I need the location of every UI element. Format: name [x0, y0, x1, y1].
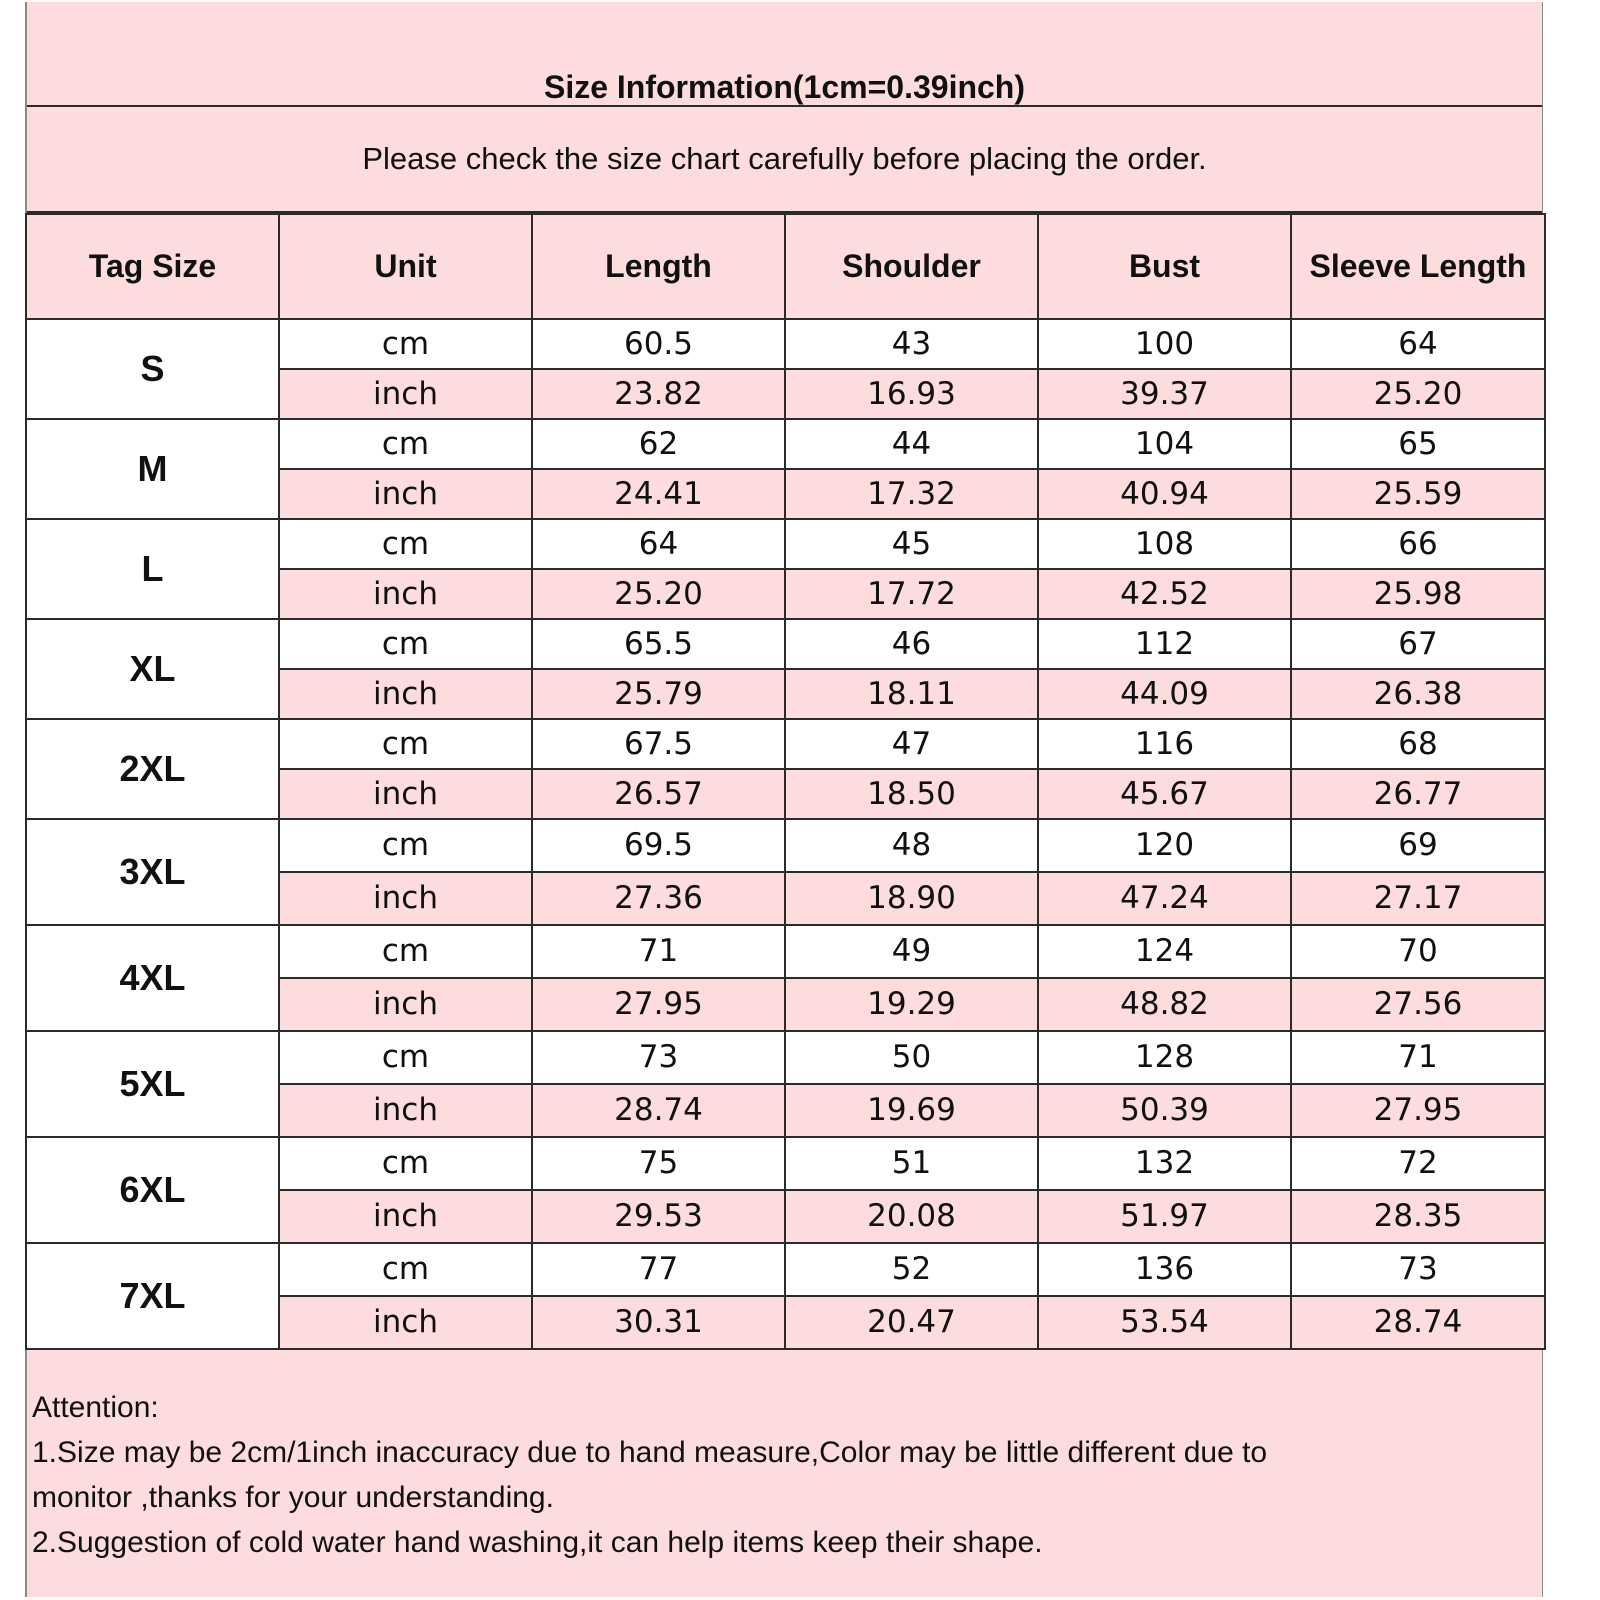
- bust-cell: 50.39: [1038, 1084, 1291, 1137]
- sleeve-length-cell: 73: [1291, 1243, 1545, 1296]
- shoulder-cell: 19.29: [785, 978, 1038, 1031]
- unit-cell: cm: [279, 619, 532, 669]
- length-cell: 30.31: [532, 1296, 785, 1349]
- table-row: [26, 1137, 1545, 1190]
- bust-cell: 132: [1038, 1137, 1291, 1190]
- shoulder-cell: 44: [785, 419, 1038, 469]
- sleeve-length-cell: 70: [1291, 925, 1545, 978]
- tag-size-cell: M: [26, 419, 279, 519]
- attention-heading: Attention:: [32, 1391, 159, 1424]
- table-body: [26, 319, 1545, 1349]
- bust-cell: 100: [1038, 319, 1291, 369]
- attention-note-1a: 1.Size may be 2cm/1inch inaccuracy due to hand measure,Color may be little different due to: [32, 1436, 1268, 1469]
- sleeve-length-cell: 25.20: [1291, 369, 1545, 419]
- attention-note-2: 2.Suggestion of cold water hand washing,it can help items keep their shape.: [32, 1526, 1043, 1559]
- sleeve-length-cell: 68: [1291, 719, 1545, 769]
- length-cell: 25.79: [532, 669, 785, 719]
- length-cell: 29.53: [532, 1190, 785, 1243]
- unit-cell: inch: [279, 769, 532, 819]
- unit-cell: cm: [279, 819, 532, 872]
- unit-cell: cm: [279, 1031, 532, 1084]
- shoulder-cell: 51: [785, 1137, 1038, 1190]
- bust-cell: 108: [1038, 519, 1291, 569]
- unit-cell: cm: [279, 925, 532, 978]
- bust-cell: 40.94: [1038, 469, 1291, 519]
- column-header-sleeve-length: Sleeve Length: [1291, 214, 1545, 319]
- unit-cell: cm: [279, 419, 532, 469]
- sleeve-length-cell: 27.17: [1291, 872, 1545, 925]
- shoulder-cell: 50: [785, 1031, 1038, 1084]
- unit-cell: cm: [279, 1137, 532, 1190]
- shoulder-cell: 47: [785, 719, 1038, 769]
- sleeve-length-cell: 72: [1291, 1137, 1545, 1190]
- shoulder-cell: 45: [785, 519, 1038, 569]
- length-cell: 26.57: [532, 769, 785, 819]
- sleeve-length-cell: 25.59: [1291, 469, 1545, 519]
- size-chart-sheet: [25, 2, 1543, 1597]
- column-header-tag-size: Tag Size: [26, 214, 279, 319]
- bust-cell: 42.52: [1038, 569, 1291, 619]
- bust-cell: 136: [1038, 1243, 1291, 1296]
- column-header-shoulder: Shoulder: [785, 214, 1038, 319]
- table-row: [26, 819, 1545, 872]
- shoulder-cell: 49: [785, 925, 1038, 978]
- unit-cell: inch: [279, 1190, 532, 1243]
- sleeve-length-cell: 26.77: [1291, 769, 1545, 819]
- bust-cell: 44.09: [1038, 669, 1291, 719]
- shoulder-cell: 18.11: [785, 669, 1038, 719]
- length-cell: 28.74: [532, 1084, 785, 1137]
- length-cell: 73: [532, 1031, 785, 1084]
- tag-size-cell: 2XL: [26, 719, 279, 819]
- sleeve-length-cell: 28.74: [1291, 1296, 1545, 1349]
- table-row: [26, 519, 1545, 569]
- length-cell: 77: [532, 1243, 785, 1296]
- tag-size-cell: 4XL: [26, 925, 279, 1031]
- table-row: [26, 1243, 1545, 1296]
- tag-size-cell: 6XL: [26, 1137, 279, 1243]
- unit-cell: cm: [279, 719, 532, 769]
- attention-notes: [32, 1385, 1532, 1565]
- unit-cell: inch: [279, 872, 532, 925]
- tag-size-cell: 3XL: [26, 819, 279, 925]
- sleeve-length-cell: 65: [1291, 419, 1545, 469]
- length-cell: 27.95: [532, 978, 785, 1031]
- table-row: [26, 925, 1545, 978]
- sleeve-length-cell: 67: [1291, 619, 1545, 669]
- shoulder-cell: 17.32: [785, 469, 1038, 519]
- bust-cell: 53.54: [1038, 1296, 1291, 1349]
- unit-cell: inch: [279, 1084, 532, 1137]
- length-cell: 27.36: [532, 872, 785, 925]
- bust-cell: 124: [1038, 925, 1291, 978]
- table-row: [26, 419, 1545, 469]
- bust-cell: 112: [1038, 619, 1291, 669]
- table-row: [26, 719, 1545, 769]
- unit-cell: cm: [279, 519, 532, 569]
- size-table: [25, 213, 1546, 1350]
- tag-size-cell: L: [26, 519, 279, 619]
- unit-cell: cm: [279, 319, 532, 369]
- shoulder-cell: 19.69: [785, 1084, 1038, 1137]
- sleeve-length-cell: 69: [1291, 819, 1545, 872]
- page-subtitle: Please check the size chart carefully before placing the order.: [27, 107, 1542, 213]
- length-cell: 24.41: [532, 469, 785, 519]
- shoulder-cell: 52: [785, 1243, 1038, 1296]
- table-row: [26, 319, 1545, 369]
- table-header-row: [26, 214, 1545, 319]
- length-cell: 67.5: [532, 719, 785, 769]
- sleeve-length-cell: 27.56: [1291, 978, 1545, 1031]
- tag-size-cell: 5XL: [26, 1031, 279, 1137]
- column-header-bust: Bust: [1038, 214, 1291, 319]
- length-cell: 64: [532, 519, 785, 569]
- length-cell: 23.82: [532, 369, 785, 419]
- bust-cell: 39.37: [1038, 369, 1291, 419]
- table-row: [26, 619, 1545, 669]
- tag-size-cell: S: [26, 319, 279, 419]
- length-cell: 71: [532, 925, 785, 978]
- column-header-length: Length: [532, 214, 785, 319]
- column-header-unit: Unit: [279, 214, 532, 319]
- bust-cell: 51.97: [1038, 1190, 1291, 1243]
- shoulder-cell: 43: [785, 319, 1038, 369]
- bust-cell: 104: [1038, 419, 1291, 469]
- unit-cell: inch: [279, 1296, 532, 1349]
- attention-note-1b: monitor ,thanks for your understanding.: [32, 1481, 554, 1514]
- bust-cell: 128: [1038, 1031, 1291, 1084]
- unit-cell: inch: [279, 569, 532, 619]
- length-cell: 25.20: [532, 569, 785, 619]
- unit-cell: cm: [279, 1243, 532, 1296]
- shoulder-cell: 18.90: [785, 872, 1038, 925]
- length-cell: 69.5: [532, 819, 785, 872]
- sleeve-length-cell: 27.95: [1291, 1084, 1545, 1137]
- shoulder-cell: 18.50: [785, 769, 1038, 819]
- sleeve-length-cell: 66: [1291, 519, 1545, 569]
- unit-cell: inch: [279, 669, 532, 719]
- shoulder-cell: 16.93: [785, 369, 1038, 419]
- unit-cell: inch: [279, 469, 532, 519]
- table-row: [26, 1031, 1545, 1084]
- unit-cell: inch: [279, 369, 532, 419]
- sleeve-length-cell: 26.38: [1291, 669, 1545, 719]
- bust-cell: 47.24: [1038, 872, 1291, 925]
- sleeve-length-cell: 64: [1291, 319, 1545, 369]
- unit-cell: inch: [279, 978, 532, 1031]
- shoulder-cell: 48: [785, 819, 1038, 872]
- bust-cell: 116: [1038, 719, 1291, 769]
- shoulder-cell: 46: [785, 619, 1038, 669]
- page-title: Size Information(1cm=0.39inch): [27, 2, 1542, 107]
- tag-size-cell: 7XL: [26, 1243, 279, 1349]
- bust-cell: 45.67: [1038, 769, 1291, 819]
- length-cell: 60.5: [532, 319, 785, 369]
- sleeve-length-cell: 28.35: [1291, 1190, 1545, 1243]
- length-cell: 75: [532, 1137, 785, 1190]
- shoulder-cell: 17.72: [785, 569, 1038, 619]
- bust-cell: 120: [1038, 819, 1291, 872]
- length-cell: 65.5: [532, 619, 785, 669]
- tag-size-cell: XL: [26, 619, 279, 719]
- shoulder-cell: 20.08: [785, 1190, 1038, 1243]
- sleeve-length-cell: 25.98: [1291, 569, 1545, 619]
- bust-cell: 48.82: [1038, 978, 1291, 1031]
- length-cell: 62: [532, 419, 785, 469]
- shoulder-cell: 20.47: [785, 1296, 1038, 1349]
- sleeve-length-cell: 71: [1291, 1031, 1545, 1084]
